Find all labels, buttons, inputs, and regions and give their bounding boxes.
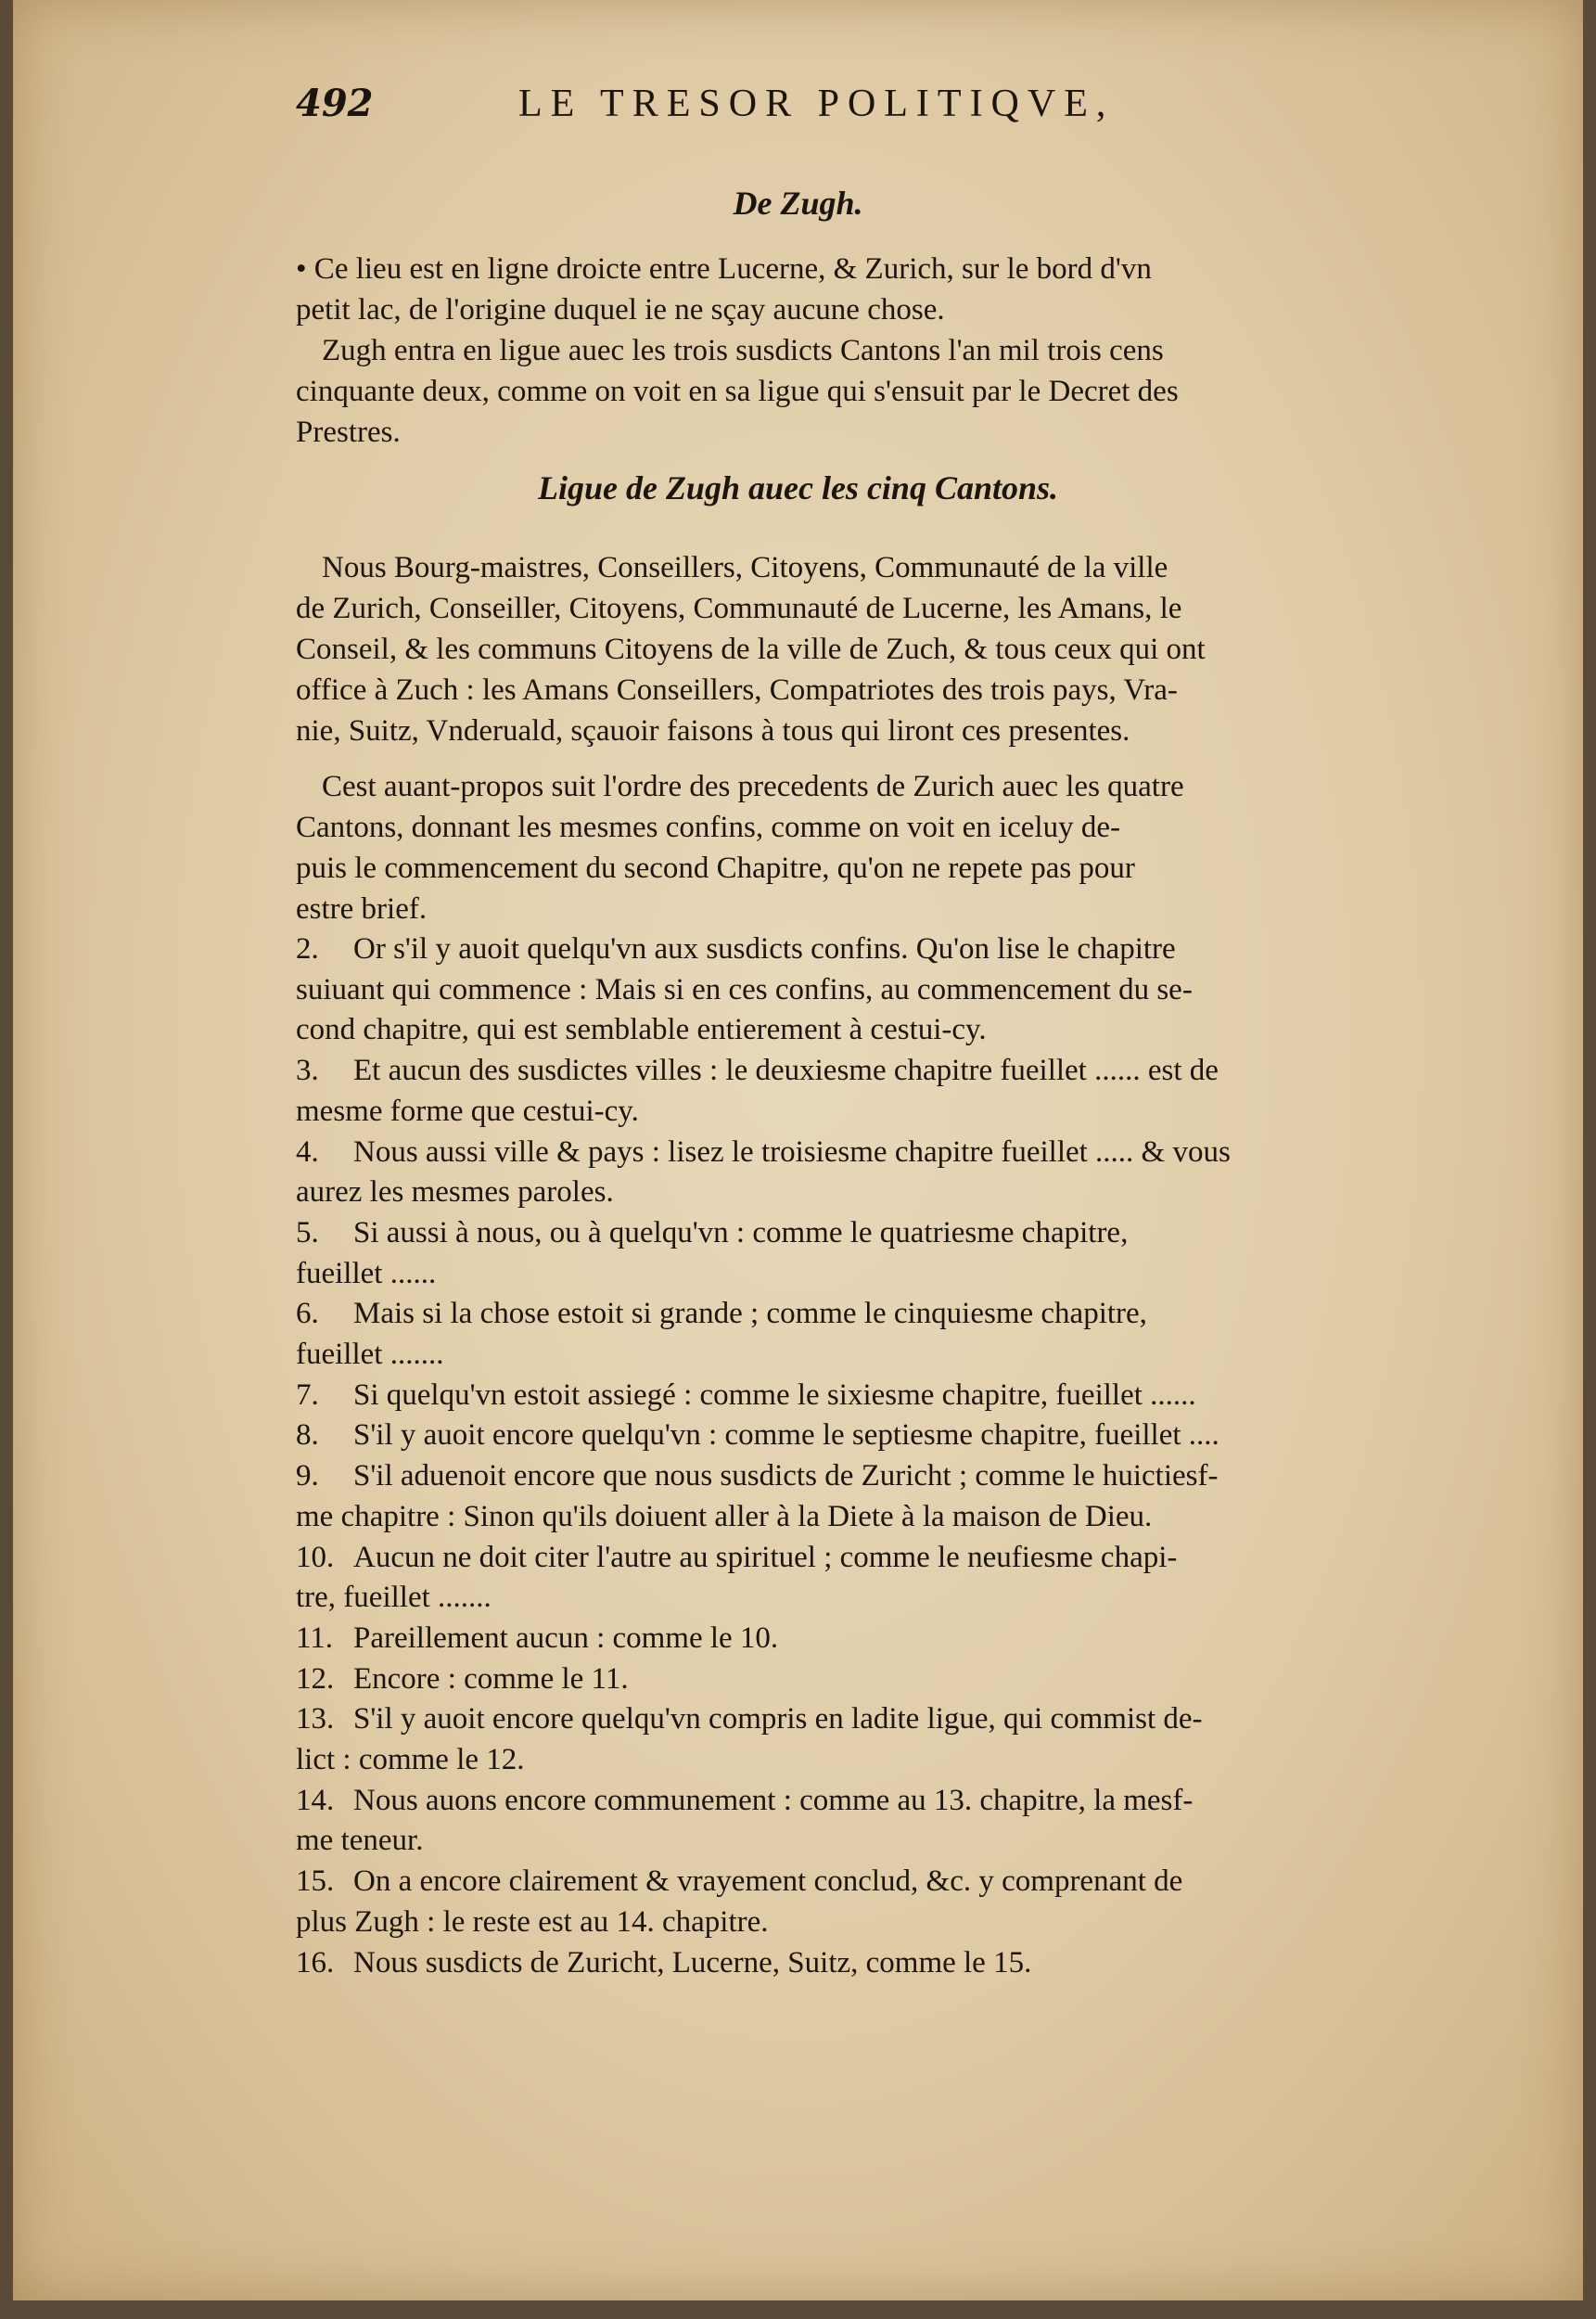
text-line: Encore : comme le 11. [353,1661,629,1696]
text-line: • Ce lieu est en ligne droicte entre Lucerne, & Zurich, sur le bord d'vn [296,252,1152,286]
list-item [296,1943,1436,1984]
text-line: Conseil, & les communs Citoyens de la ville de Zuch, & tous ceux qui ont [296,633,1206,666]
article-number: 3. [296,1054,319,1088]
text-line: Si aussi à nous, ou à quelqu'vn : comme le quatriesme chapitre, [353,1215,1129,1249]
list-item [296,1699,1436,1780]
article-number: 7. [296,1377,319,1412]
text-line: nie, Suitz, Vnderuald, sçauoir faisons à tous qui liront ces presentes. [296,714,1130,748]
text-line: Or s'il y auoit quelqu'vn aux susdicts confins. Qu'on lise le chapitre [353,932,1176,966]
text-line: petit lac, de l'origine duquel ie ne sçay aucune chose. [296,293,945,327]
text-line: S'il aduenoit encore que nous susdicts de Zuricht ; comme le huictiesf- [353,1459,1219,1493]
text-line: puis le commencement du second Chapitre, qu'on ne repete pas pour [296,852,1135,885]
article-number: 15. [296,1864,335,1899]
article-number: 6. [296,1297,319,1331]
text-line: Nous Bourg-maistres, Conseillers, Citoyens, Communauté de la ville [322,551,1168,584]
text-line: aurez les mesmes paroles. [296,1175,614,1210]
body-paragraph-2 [296,766,1436,929]
book-page [13,0,1583,2300]
article-number: 13. [296,1702,335,1736]
text-line: Cest auant-propos suit l'ordre des precedents de Zurich auec les quatre [322,770,1184,803]
text-line: mesme forme que cestui-cy. [296,1094,639,1128]
body-paragraph-1 [296,547,1436,751]
text-line: On a encore clairement & vrayement conclud, &c. y comprenant de [353,1864,1183,1899]
text-line: cond chapitre, qui est semblable entierement à cestui-cy. [296,1013,987,1047]
article-number: 9. [296,1459,319,1493]
article-list [296,929,1436,1983]
list-item [296,1133,1436,1213]
intro-paragraph-1 [296,249,1436,330]
running-head: LE TRESOR POLITIQVE, [518,83,1115,125]
intro-paragraph-2 [296,330,1436,453]
text-line: de Zurich, Conseiller, Citoyens, Communauté de Lucerne, les Amans, le [296,592,1182,625]
list-item [296,1416,1436,1456]
article-number: 10. [296,1540,335,1574]
text-line: Si quelqu'vn estoit assiegé : comme le sixiesme chapitre, fueillet ...... [353,1377,1196,1412]
text-line: Pareillement aucun : comme le 10. [353,1621,779,1655]
text-line: Nous aussi ville & pays : lisez le troisiesme chapitre fueillet ..... & vous [353,1134,1231,1169]
list-item [296,1294,1436,1375]
text-line: me teneur. [296,1824,424,1858]
list-item [296,1213,1436,1294]
page-number: 492 [296,82,374,125]
list-item [296,1538,1436,1619]
text-line: Nous susdicts de Zuricht, Lucerne, Suitz, comme le 15. [353,1945,1032,1979]
page-header [296,82,1446,137]
text-line: fueillet ....... [296,1338,444,1372]
list-item [296,1781,1436,1862]
text-line: Cantons, donnant les mesmes confins, comme on voit en iceluy de- [296,811,1120,844]
text-line: fueillet ...... [296,1256,437,1290]
text-line: cinquante deux, comme on voit en sa ligue qui s'ensuit par le Decret des [296,375,1179,408]
ligue-title: Ligue de Zugh auec les cinq Cantons. [537,469,1059,506]
text-line: S'il y auoit encore quelqu'vn : comme le septiesme chapitre, fueillet .... [353,1418,1219,1453]
text-line: Nous auons encore communement : comme au 13. chapitre, la mesf- [353,1783,1194,1817]
text-line: estre brief. [296,892,428,926]
article-number: 8. [296,1418,319,1453]
text-line: Et aucun des susdictes villes : le deuxiesme chapitre fueillet ...... est de [353,1054,1219,1088]
article-number: 12. [296,1661,335,1696]
list-item [296,1619,1436,1659]
text-line: Zugh entra en ligue auec les trois susdicts Cantons l'an mil trois cens [322,334,1164,367]
article-number: 4. [296,1134,319,1169]
list-item [296,1051,1436,1132]
text-line: Aucun ne doit citer l'autre au spirituel ; comme le neufiesme chapi- [353,1540,1178,1574]
text-line: tre, fueillet ....... [296,1581,492,1615]
text-line: S'il y auoit encore quelqu'vn compris en ladite ligue, qui commist de- [353,1702,1203,1736]
article-number: 14. [296,1783,335,1817]
article-number: 2. [296,932,319,966]
list-item [296,1862,1436,1942]
text-line: me chapitre : Sinon qu'ils doiuent aller à la Diete à la maison de Dieu. [296,1499,1153,1533]
text-line: Mais si la chose estoit si grande ; comme le cinquiesme chapitre, [353,1297,1147,1331]
list-item [296,929,1436,1051]
list-item [296,1456,1436,1537]
list-item [296,1659,1436,1700]
text-line: lict : comme le 12. [296,1743,525,1777]
text-line: plus Zugh : le reste est au 14. chapitre. [296,1904,769,1939]
article-number: 11. [296,1621,334,1655]
article-number: 5. [296,1215,319,1249]
list-item [296,1376,1436,1416]
text-line: office à Zuch : les Amans Conseillers, Compatriotes des trois pays, Vra- [296,673,1178,707]
text-line: suiuant qui commence : Mais si en ces confins, au commencement du se- [296,972,1193,1006]
section-title: De Zugh. [733,185,863,222]
text-line: Prestres. [296,416,401,449]
article-number: 16. [296,1945,335,1979]
